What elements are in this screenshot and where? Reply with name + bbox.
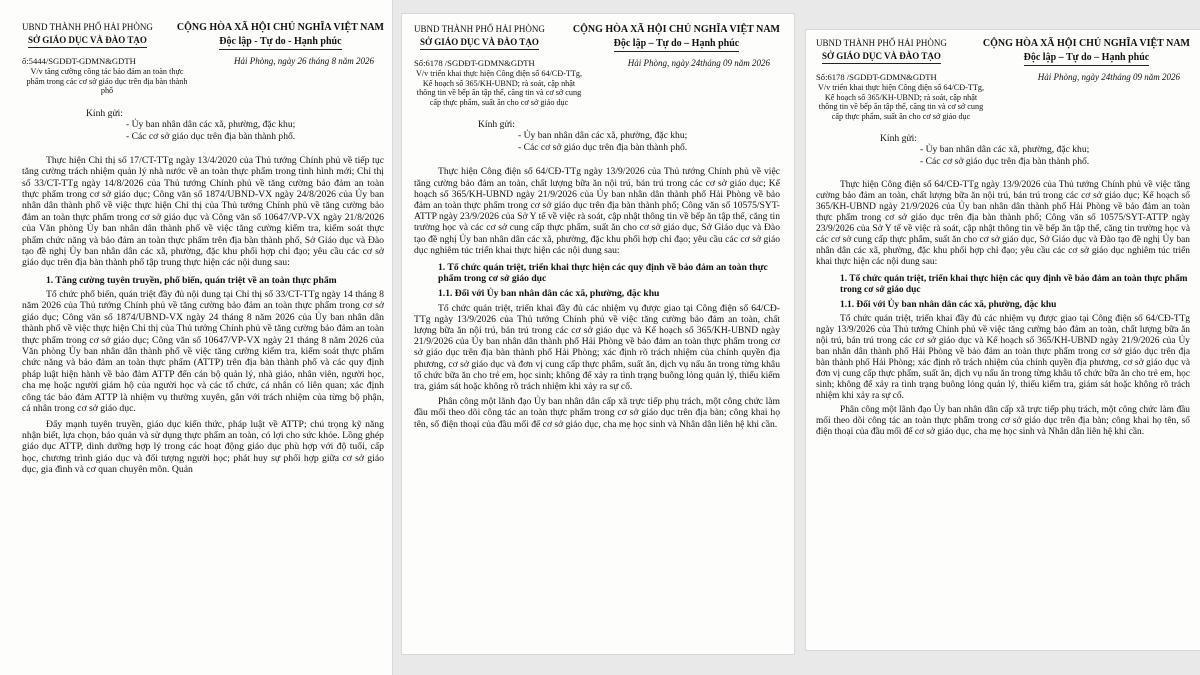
- national-title: CỘNG HÒA XÃ HỘI CHỦ NGHĨA VIỆT NAM: [982, 38, 1190, 49]
- issuing-department: SỞ GIÁO DỤC VÀ ĐÀO TẠO: [28, 35, 147, 48]
- document-number: Số:6178 /SGDĐT-GDMN&GDTH: [816, 72, 937, 82]
- document-body: [816, 180, 1190, 438]
- greeting: Kính gửi:: [478, 119, 515, 131]
- recipient-item: - Ủy ban nhân dân các xã, phường, đặc khu;: [518, 130, 688, 142]
- recipient-item: - Ủy ban nhân dân các xã, phường, đặc khu;: [920, 144, 1090, 156]
- document-header: [22, 22, 384, 50]
- document-page-2: [402, 14, 794, 654]
- recipient-list: [816, 144, 1190, 168]
- body-paragraph: Phân công một lãnh đạo Ủy ban nhân dân cấp xã trực tiếp phụ trách, một công chức làm đầu mối theo dõi công tác an toàn thực phẩm trong cơ sở giáo dục trên địa bàn; công khai họ tên, số điện thoại của đầu mối để cơ sở giáo dục, cha mẹ học sinh và Nhân dân liên hệ khi cần.: [414, 396, 780, 430]
- recipient-item: - Các cơ sở giáo dục trên địa bàn thành phố.: [126, 130, 296, 142]
- national-title-block: [573, 24, 780, 52]
- number-date-row: [414, 58, 780, 107]
- document-body: [414, 166, 780, 429]
- subsection-heading: 1.1. Đối với Ủy ban nhân dân các xã, phường, đặc khu: [840, 300, 1057, 311]
- issuing-agency: UBND THÀNH PHỐ HẢI PHÒNG: [414, 24, 545, 34]
- recipient-item: - Các cơ sở giáo dục trên địa bàn thành phố.: [518, 142, 688, 154]
- section-heading: 1. Tổ chức quán triệt, triển khai thực hiện các quy định về bảo đảm an toàn thực phẩm trong cơ sở giáo dục: [438, 262, 768, 285]
- national-title-block: [177, 22, 384, 50]
- recipient-list: [22, 119, 384, 143]
- body-paragraph: Tổ chức quán triệt, triển khai đầy đủ các nhiệm vụ được giao tại Công điện số 64/CĐ-TTg ngày 13/9/2026 của Thủ tướng Chính phủ về việc tăng cường bảo đảm an toàn, chất lượng bữa ăn nội trú, bán trú trong các cơ sở giáo dục và Kế hoạch số 365/KH-UBND ngày 21/9/2026 của Ủy ban nhân dân thành phố Hải Phòng về bảo đảm an toàn thực phẩm trong cơ sở giáo dục trên địa bàn thành phố Hải Phòng; xác định rõ trách nhiệm của chính quyền địa phương, cơ sở giáo dục và đơn vị cung cấp thực phẩm, suất ăn, dịch vụ nấu ăn trong từng khâu tổ chức bữa ăn cho trẻ em, học sinh; không để xảy ra tình trạng buông lỏng quản lý, thiếu kiểm tra, giám sát hoặc không rõ trách nhiệm khi xảy ra sự cố.: [414, 302, 780, 393]
- issuer-block: [816, 38, 947, 64]
- document-body: [22, 155, 384, 476]
- issuer-block: [22, 22, 153, 48]
- document-date: Hải Phòng, ngày 24tháng 09 năm 2026: [627, 58, 770, 68]
- national-motto: Độc lập – Tự do – Hạnh phúc: [1024, 52, 1150, 66]
- document-page-3: [806, 30, 1200, 650]
- greeting: Kính gửi:: [880, 133, 917, 145]
- body-paragraph: Tổ chức quán triệt, triển khai đầy đủ các nhiệm vụ được giao tại Công điện số 64/CĐ-TTg ngày 13/9/2026 của Thủ tướng Chính phủ về việc tăng cường bảo đảm an toàn, chất lượng bữa ăn nội trú, bán trú trong các cơ sở giáo dục và Kế hoạch số 365/KH-UBND ngày 21/9/2026 của Ủy ban nhân dân thành phố Hải Phòng về bảo đảm an toàn thực phẩm trong cơ sở giáo dục trên địa bàn thành phố Hải Phòng; xác định rõ trách nhiệm của chính quyền địa phương, cơ sở giáo dục và đơn vị cung cấp thực phẩm, suất ăn, dịch vụ nấu ăn trong từng khâu tổ chức bữa ăn cho trẻ em, học sinh; không để xảy ra tình trạng buông lỏng quản lý, thiếu kiểm tra, giám sát hoặc không rõ trách nhiệm khi xảy ra sự cố.: [816, 314, 1190, 401]
- document-page-1: [0, 0, 392, 675]
- document-subject: V/v tăng cường công tác bảo đảm an toàn thực phẩm trong các cơ sở giáo dục trên địa bàn thành phố: [26, 67, 188, 96]
- document-header: [414, 24, 780, 52]
- national-title: CỘNG HÒA XÃ HỘI CHỦ NGHĨA VIỆT NAM: [176, 22, 384, 33]
- national-motto: Độc lập - Tự do - Hạnh phúc: [219, 36, 341, 50]
- national-motto: Độc lập – Tự do – Hạnh phúc: [614, 38, 740, 52]
- issuing-agency: UBND THÀNH PHỐ HẢI PHÒNG: [816, 38, 947, 48]
- national-title: CỘNG HÒA XÃ HỘI CHỦ NGHĨA VIỆT NAM: [572, 24, 780, 35]
- national-title-block: [983, 38, 1190, 66]
- issuing-department: SỞ GIÁO DỤC VÀ ĐÀO TẠO: [822, 51, 941, 64]
- number-date-row: [22, 56, 384, 96]
- body-paragraph: Tổ chức phổ biến, quán triệt đầy đủ nội dung tại Chỉ thị số 33/CT-TTg ngày 14 tháng 8 năm 2026 của Thủ tướng Chính phủ về tăng cường bảo đảm an toàn thực phẩm trong cơ sở giáo dục; Công văn số 1874/UBND-VX ngày 24 tháng 8 năm 2026 của Ủy ban nhân dân thành phố về việc thực hiện Chỉ thị của Thủ tướng Chính phủ về tăng cường bảo đảm an toàn thực phẩm trong cơ sở giáo dục; Công văn số 10647/VP-VX ngày 21 tháng 8 năm 2026 của Văn phòng Ủy ban nhân dân thành phố về việc tăng cường kiểm tra, kiểm soát thực phẩm chức năng và bảo đảm an toàn thực phẩm (ATTP) trên địa bàn thành phố và các quy định pháp luật hiện hành về bảo đảm ATTP đến cán bộ quản lý, nhà giáo, nhân viên, người học, cha mẹ hoặc người giám hộ của người học và các tổ chức, cá nhân có liên quan; xác định công tác bảo đảm ATTP là nhiệm vụ thường xuyên, gắn với trách nhiệm của từng bộ phận, cá nhân trong cơ sở giáo dục.: [22, 289, 384, 415]
- document-date: Hải Phòng, ngày 26 tháng 8 năm 2026: [234, 56, 374, 66]
- issuing-department: SỞ GIÁO DỤC VÀ ĐÀO TẠO: [420, 37, 539, 50]
- document-subject: V/v triển khai thực hiện Công điện số 64/CĐ-TTg, Kế hoạch số 365/KH-UBND; rà soát, cập nhật thông tin về bếp ăn tập thể, căng tin và cơ sở cung cấp thực phẩm, suất ăn cho cơ sở giáo dục: [817, 83, 985, 121]
- body-paragraph: Thực hiện Chỉ thị số 17/CT-TTg ngày 13/4/2020 của Thủ tướng Chính phủ về tiếp tục tăng cường trách nhiệm quản lý nhà nước về an toàn thực phẩm trong tình hình mới; Chỉ thị số 33/CT-TTg ngày 14/8/2026 của Thủ tướng Chính phủ về tăng cường bảo đảm an toàn thực phẩm trong cơ sở giáo dục; Công văn số 1874/UBND-VX ngày 24/8/2026 của Ủy ban nhân dân thành phố về việc thực hiện Chỉ thị của Thủ tướng Chính phủ về tăng cường bảo đảm an toàn thực phẩm trong cơ sở giáo dục và Công văn số 10647/VP-VX ngày 21/8/2026 của Văn phòng Ủy ban nhân dân thành phố về việc tăng cường kiểm tra, kiểm soát thực phẩm chức năng và bảo đảm an toàn thực phẩm trên địa bàn thành phố, Sở Giáo dục và Đào tạo đề nghị Ủy ban nhân dân các xã, phường, đặc khu phối hợp chỉ đạo; yêu cầu các cơ sở giáo dục trên địa bàn thành phố tập trung thực hiện các nội dung sau:: [22, 154, 384, 269]
- document-subject: V/v triển khai thực hiện Công điện số 64/CĐ-TTg, Kế hoạch số 365/KH-UBND; rà soát, cập nhật thông tin về bếp ăn tập thể, căng tin và cơ sở cung cấp thực phẩm, suất ăn cho cơ sở giáo dục: [415, 69, 583, 107]
- issuing-agency: UBND THÀNH PHỐ HẢI PHÒNG: [22, 22, 153, 32]
- greeting: Kính gửi:: [86, 107, 123, 119]
- body-paragraph: Thực hiện Công điện số 64/CĐ-TTg ngày 13/9/2026 của Thủ tướng Chính phủ về việc tăng cường bảo đảm an toàn, chất lượng bữa ăn nội trú, bán trú trong các cơ sở giáo dục; Kế hoạch số 365/KH-UBND ngày 21/9/2026 của Ủy ban nhân dân thành phố Hải Phòng về bảo đảm an toàn thực phẩm trong cơ sở giáo dục trên địa bàn thành phố; Công văn số 10575/SYT-ATTP ngày 23/9/2026 của Sở Y tế về việc rà soát, cập nhật thông tin về bếp ăn tập thể, căng tin trường học và các cơ sở cung cấp thực phẩm, suất ăn cho cơ sở giáo dục, Sở Giáo dục và Đào tạo đề nghị Ủy ban nhân dân các xã, phường, đặc khu phối hợp chỉ đạo; yêu cầu các cơ sở giáo dục nghiêm túc triển khai thực hiện các nội dung sau:: [816, 180, 1190, 267]
- document-number: ố:5444/SGDĐT-GDMN&GDTH: [22, 56, 136, 66]
- document-date: Hải Phòng, ngày 24tháng 09 năm 2026: [1037, 72, 1180, 82]
- document-number: Số:6178 /SGDĐT-GDMN&GDTH: [414, 58, 535, 68]
- recipient-item: - Các cơ sở giáo dục trên địa bàn thành phố.: [920, 156, 1090, 168]
- recipient-list: [414, 130, 780, 154]
- body-paragraph: Phân công một lãnh đạo Ủy ban nhân dân cấp xã trực tiếp phụ trách, một công chức làm đầu mối theo dõi công tác an toàn thực phẩm trong cơ sở giáo dục trên địa bàn; công khai họ tên, số điện thoại của đầu mối để cơ sở giáo dục, cha mẹ học sinh và Nhân dân liên hệ khi cần.: [816, 405, 1190, 438]
- number-date-row: [816, 72, 1190, 121]
- section-heading: 1. Tăng cường tuyên truyền, phổ biến, quán triệt về an toàn thực phẩm: [46, 274, 337, 286]
- issuer-block: [414, 24, 545, 50]
- body-paragraph: Thực hiện Công điện số 64/CĐ-TTg ngày 13/9/2026 của Thủ tướng Chính phủ về việc tăng cường bảo đảm an toàn, chất lượng bữa ăn nội trú, bán trú trong các cơ sở giáo dục; Kế hoạch số 365/KH-UBND ngày 21/9/2026 của Ủy ban nhân dân thành phố Hải Phòng về bảo đảm an toàn thực phẩm trong cơ sở giáo dục trên địa bàn thành phố; Công văn số 10575/SYT-ATTP ngày 23/9/2026 của Sở Y tế về việc rà soát, cập nhật thông tin về bếp ăn tập thể, căng tin trường học và các cơ sở cung cấp thực phẩm, suất ăn cho cơ sở giáo dục, Sở Giáo dục và Đào tạo đề nghị Ủy ban nhân dân các xã, phường, đặc khu phối hợp chỉ đạo; yêu cầu các cơ sở giáo dục nghiêm túc triển khai thực hiện các nội dung sau:: [414, 166, 780, 256]
- section-heading: 1. Tổ chức quán triệt, triển khai thực hiện các quy định về bảo đảm an toàn thực phẩm trong cơ sở giáo dục: [840, 273, 1188, 295]
- document-header: [816, 38, 1190, 66]
- recipient-item: - Ủy ban nhân dân các xã, phường, đặc khu;: [126, 118, 296, 130]
- subsection-heading: 1.1. Đối với Ủy ban nhân dân các xã, phường, đặc khu: [438, 288, 660, 300]
- body-paragraph: Đẩy mạnh tuyên truyền, giáo dục kiến thức, pháp luật về ATTP; chú trọng kỹ năng nhận biết, lựa chọn, bảo quản và sử dụng thực phẩm an toàn, có lợi cho sức khỏe. Lồng ghép giáo dục ATTP, dinh dưỡng hợp lý trong các hoạt động giáo dục phù hợp với độ tuổi, cấp học, chương trình giáo dục và đối tượng người học; phát huy sự phối hợp giữa cơ sở giáo dục, gia đình và cơ quan chuyên môn. Quản: [22, 418, 384, 476]
